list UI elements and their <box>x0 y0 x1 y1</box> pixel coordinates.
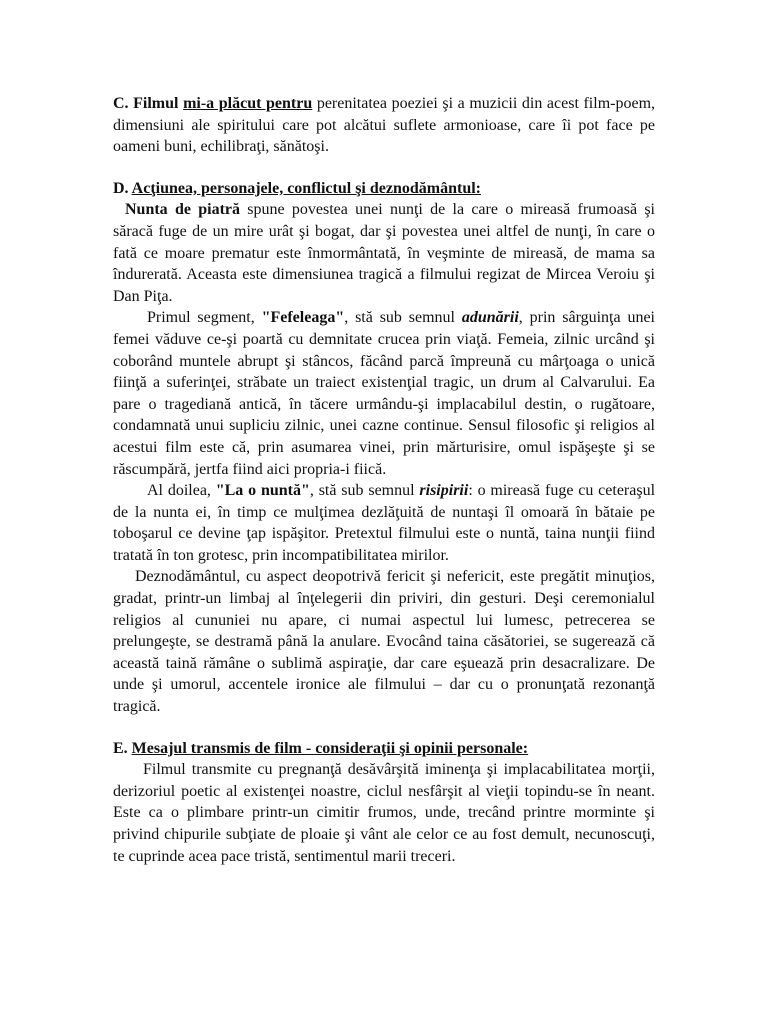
film-title: Nunta de piatră <box>125 201 241 219</box>
emphasis-adunarii: adunării <box>461 309 519 327</box>
section-d-paragraph-1 <box>113 199 655 307</box>
section-e-label: E. <box>113 739 132 757</box>
paragraph-text: Primul segment, <box>147 309 262 327</box>
paragraph-text: spune povestea unei nunţi de la care o mireasă frumoasă şi săracă fuge de un mire urât şi bogat, dar şi povestea unei altfel de nunţi, în care o fată ce moare prematur este înmormântată, în veşminte de mireasă, de mama sa îndurerată. Aceasta este dimensiunea tragică a filmului regizat de Mircea Veroiu şi Dan Piţa. <box>113 201 656 305</box>
section-d-title: Acţiunea, personajele, conflictul şi deznodământul: <box>131 179 481 197</box>
section-e-title: Mesajul transmis de film - consideraţii şi opinii personale: <box>131 739 529 757</box>
section-c-underlined-phrase: mi-a plăcut pentru <box>183 95 313 112</box>
document-body <box>113 93 655 867</box>
segment-title-la-o-nunta: "La o nuntă" <box>215 482 310 500</box>
paragraph-text: : o mireasă fuge cu ceteraşul de la nunta ei, în timp ce mulţimea dezlăţuită de nuntaşi îl omoară în bătaie pe toboşarul ce devine ţap ispăşitor. Pretextul filmului este o nuntă, taina nunţii fiind tratată în ton grotesc, prin incompatibilitatea mirilor. <box>113 482 656 564</box>
paragraph-text: , stă sub semnul <box>309 482 420 500</box>
section-e-heading <box>113 738 655 760</box>
section-d-label: D. <box>113 179 132 197</box>
emphasis-risipirii: risipirii <box>419 482 469 500</box>
section-e-paragraph-1: Filmul transmite cu pregnanţă desăvârşită iminenţa şi implacabilitatea morţii, derizoriul poetic al existenţei noastre, ciclul nesfârşit al vieţii topindu-se în neant. Este ca o plimbare printr-un cimitir frumos, unde, trecând printre morminte şi privind chipurile subţiate de ploaie şi vânt ale celor ce au fost demult, necunoscuţi, te cuprinde acea pace tristă, sentimentul marii treceri. <box>113 761 655 865</box>
paragraph-text: , prin sârguinţa unei femei văduve ce-şi poartă cu demnitate crucea prin viaţă. Femeia, zilnic urcând şi coborând muntele abrupt şi stâncos, făcând parcă împreună cu mârţoaga o unică fiinţă a suferinţei, străbate un traiect existenţial tragic, un drum al Calvarului. Ea pare o tragediană antică, în tăcere urmându-şi implacabilul destin, o rugătoare, condamnată unui supliciu zilnic, unei cazne continue. Sensul filosofic şi religios al acestui film este că, prin asumarea vinei, prin mărturisire, omul ispăşeşte şi se răscumpără, jertfa fiind aici propria-i fiică. <box>113 309 655 478</box>
section-c-paragraph <box>113 93 655 158</box>
section-d-paragraph-3 <box>113 480 655 566</box>
segment-title-fefeleaga: "Fefeleaga" <box>261 309 345 327</box>
section-d-heading <box>113 178 655 200</box>
paragraph-text: , stă sub semnul <box>344 309 462 327</box>
section-c-label: C. Filmul <box>113 95 179 112</box>
paragraph-text: Al doilea, <box>147 482 216 500</box>
section-c-text: perenitatea poeziei şi a muzicii din acest film-poem, dimensiuni ale spiritului care pot alcătui suflete armonioase, care îi pot face pe oameni buni, echilibraţi, sănătoşi. <box>113 95 656 156</box>
section-d-paragraph-2 <box>113 307 655 480</box>
section-d-paragraph-4: Deznodământul, cu aspect deopotrivă fericit şi nefericit, este pregătit minuţios, gradat, printr-un limbaj al înţelegerii din priviri, din gesturi. Deşi ceremonialul religios al cununiei nu apare, ci numai aspectul lui lumesc, petrecerea se prelungeşte, se destramă până la anulare. Evocând taina căsătoriei, se sugerează că această taină rămâne o sublimă aspiraţie, dar care eşuează prin desacralizare. De unde şi umorul, accentele ironice ale filmului – dar cu o pronunţată rezonanţă tragică. <box>113 568 655 716</box>
